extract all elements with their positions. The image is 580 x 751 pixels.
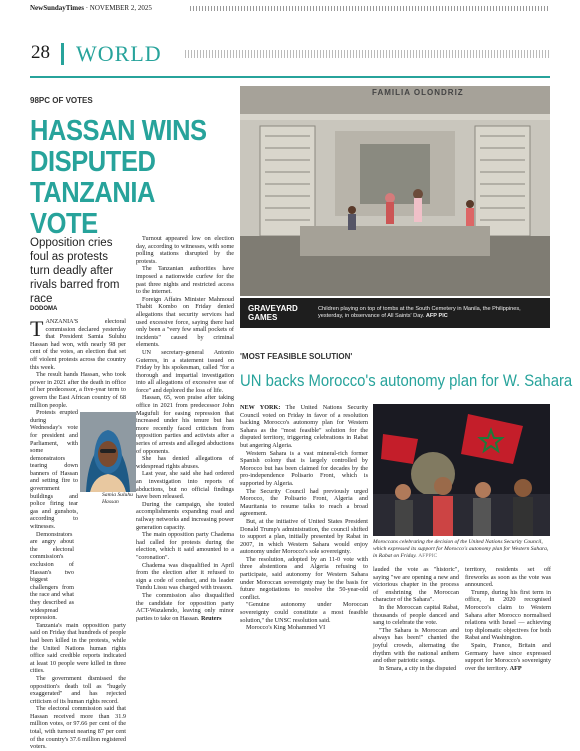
- drop-cap: T: [30, 316, 44, 341]
- story2-para: territory, residents set off fireworks as soon as the vote was announced.: [465, 566, 551, 589]
- story1-para: Turnout appeared low on election day, according to witnesses, with some polling stations disrupted by the protests.: [136, 235, 234, 265]
- rabat-image: [373, 404, 550, 536]
- story2-kicker: 'MOST FEASIBLE SOLUTION': [240, 352, 353, 361]
- page-divider: [61, 43, 64, 65]
- issue-date: NOVEMBER 2, 2025: [89, 4, 152, 12]
- story2-para: In Smara, a city in the disputed: [379, 664, 457, 672]
- story2-para: Morocco's King Mohammed VI: [246, 624, 326, 632]
- story2-para: lauded the vote as "historic", saying "we are opening a new and victorious chapter in the process of enshrining the Moroccan character of the Sahara".: [373, 566, 459, 604]
- story1-para: The government dismissed the opposition's death toll as "hugely exaggerated" and has rejected criticism of its human rights record.: [30, 674, 126, 705]
- rabat-photo: [373, 404, 550, 536]
- story2-para: The United Nations Security Council voted on Friday in favor of a resolution backing Morocco's autonomy plan for Western Sahara as the "most feasible" solution for the disputed territory, triggering celebrations in Rabat but angering Algeria.: [240, 404, 368, 449]
- story2-para: Spain, France, Britain and Germany have since expressed support for Morocco's sovereignty over the territory.: [465, 641, 551, 672]
- section-rule: [185, 50, 550, 58]
- story1-kicker: 98PC OF VOTES: [30, 96, 93, 105]
- story1-para: ANZANIA'S electoral commission declared yesterday that President Samia Suluhu Hassan had won, with nearly 98 per cent of the votes, an election that set off violent protests across the country this week.: [30, 318, 126, 371]
- story1-para: During the campaign, she touted accomplishments expanding road and railway networks and increasing power generation capacity.: [136, 500, 234, 531]
- story1-para: Demonstrators are angry about the electoral commission's exclusion of Hassan's two biggest challengers from the race and what they described as widespread repression.: [30, 530, 74, 622]
- story1-para: The electoral commission said that Hassan received more than 31.9 million votes, or 97.66 per cent of the total, with turnout nearing 87 per cent of the country's 37.6 million registered voters.: [30, 705, 126, 751]
- top-rule: [30, 76, 550, 78]
- story2-para: Western Sahara is a vast mineral-rich former Spanish colony that is largely controlled by Morocco but has been claimed for decades by the pro-independence Polisario Front, which is supported by Algeria.: [240, 449, 368, 487]
- story2-para: The resolution, adopted by an 11-0 vote with three abstentions and Algeria refusing to participate, said autonomy for Western Sahara under Moroccan sovereignty may be the basis for future negotiations to resolve the 50-year-old conflict.: [240, 555, 368, 601]
- story1-col1: [30, 318, 126, 751]
- photo2-caption: [373, 539, 551, 559]
- story1-para: Foreign Affairs Minister Mahmoud Thabit Kombo on Friday denied allegations that security services had used excessive force, saying there had only been a "very few small pockets of incidents" caused by criminal elements.: [136, 295, 234, 349]
- masthead: NewSundayTimes · NOVEMBER 2, 2025: [30, 4, 152, 12]
- page-number: 28: [31, 42, 50, 63]
- story1-para: The result hands Hassan, who took power in 2021 after the death in office of her predecessor, a five-year term to govern the East African country of 68 million people.: [30, 371, 126, 409]
- cemetery-photo: [240, 86, 550, 296]
- story1-para: UN secretary-general Antonio Guterres, in a statement issued on Friday by his spokesman, called "for a thorough and impartial investigation into all allegations of excessive use of force" and deplored the loss of life.: [136, 348, 234, 394]
- tomb-sign: FAMILIA OLONDRIZ: [372, 88, 464, 97]
- story1-credit: Reuters: [200, 614, 222, 622]
- section-title: WORLD: [76, 41, 162, 66]
- portrait-photo: [80, 412, 136, 492]
- story1-para: Protests erupted during Wednesday's vote for president and Parliament, with some demonstrators tearing down banners of Hassan and setting fire to government buildings and police firing tear gas and gunshots, according to witnesses.: [30, 409, 78, 531]
- story1-para: Tanzania's main opposition party said on Friday that hundreds of people had been killed in the protests, while the United Nations human rights office said credible reports indicated at least 10 people were killed in three cities.: [30, 621, 126, 675]
- masthead-rule: [190, 6, 550, 11]
- photo1-caption-text: Children playing on top of tombs at the South Cemetery in Manila, the Philippines, yesterday, in observance of All Saints' Day.: [318, 306, 521, 319]
- story1-para: Chadema was disqualified in April from the election after it refused to sign a code of conduct, and its leader Tundu Lissu was charged with treason.: [136, 561, 234, 592]
- story2-para: "Genuine autonomy under Moroccan sovereignty could constitute a most feasible solution," the UNSC resolution said.: [240, 601, 368, 624]
- story2-para: But, at the initiative of United States President Donald Trump's administration, the council shifted to support a plan, initially presented by Rabat in 2007, in which Western Sahara would enjoy autonomy under Morocco's sole sovereignty.: [240, 517, 368, 556]
- story1-para: The Tanzanian authorities have imposed a nationwide curfew for the past three nights and restricted access to the internet.: [136, 265, 234, 296]
- story1-para: Last year, she said she had ordered an investigation into reports of abductions, but no official findings have been released.: [136, 470, 234, 501]
- paper-name: NewSundayTimes: [30, 4, 84, 12]
- story2-para: The Security Council had previously urged Morocco, the Polisario Front, Algeria and Mauritania to resume talks to reach a broad agreement.: [240, 487, 368, 518]
- portrait-caption: Samia Suluhu Hassan: [102, 492, 133, 505]
- story1-para: Hassan, 65, won praise after taking office in 2021 from predecessor John Magufuli for easing repression that increased under his tenure but has more recently faced criticism from opposition parties and activists after a series of arrests and alleged abductions of opponents.: [136, 394, 234, 455]
- portrait-image: [80, 412, 136, 492]
- story1-col2: [136, 235, 234, 622]
- story2-col2: [373, 566, 459, 672]
- story1-para: The commission also disqualified the candidate for opposition party ACT-Wazalendo, leaving only minor parties to take on Hassan.: [136, 591, 234, 622]
- photo1-tag: GRAVEYARD GAMES: [248, 304, 298, 322]
- story1-para: She has denied allegations of widespread rights abuses.: [136, 455, 234, 470]
- photo1-credit: AFP PIC: [425, 313, 448, 319]
- story2-para: "The Sahara is Moroccan and always has been!" chanted the joyful crowds, alternating the rhythm with the national anthem and other patriotic songs.: [373, 626, 459, 665]
- story1-headline: HASSAN WINS DISPUTED TANZANIA VOTE: [30, 115, 207, 240]
- story1-dateline: DODOMA: [30, 306, 58, 312]
- story2-headline: UN backs Morocco's autonomy plan for W. Sahara: [240, 372, 573, 390]
- story2-dateline: NEW YORK:: [240, 404, 281, 411]
- photo1-caption: [318, 306, 546, 320]
- photo2-credit: AFPPIC: [418, 552, 438, 559]
- story2-col3: [465, 566, 551, 672]
- story1-para: The main opposition party Chadema had called for protests during the election, which it said amounted to a "coronation".: [136, 531, 234, 561]
- story2-credit: AFP: [509, 664, 522, 672]
- photo2-caption-text: Moroccans celebrating the decision of the United Nations Security Council, which expressed its support for Morocco's autonomy plan for Western Sahara, in Rabat on Friday.: [373, 539, 549, 559]
- story1-deck: Opposition cries foul as protests turn deadly after rivals barred from race: [30, 237, 120, 305]
- story2-para: Trump, during his first term in office, in 2020 recognised Morocco's claim to Western Sahara after Morocco normalised relations with Israel — achieving top diplomatic objectives for both Rabat and Washington.: [465, 588, 551, 642]
- story2-para: In the Moroccan capital Rabat, thousands of people danced and sang to celebrate the vote.: [373, 603, 459, 627]
- story2-col1: [240, 404, 368, 632]
- cemetery-image: [240, 86, 550, 296]
